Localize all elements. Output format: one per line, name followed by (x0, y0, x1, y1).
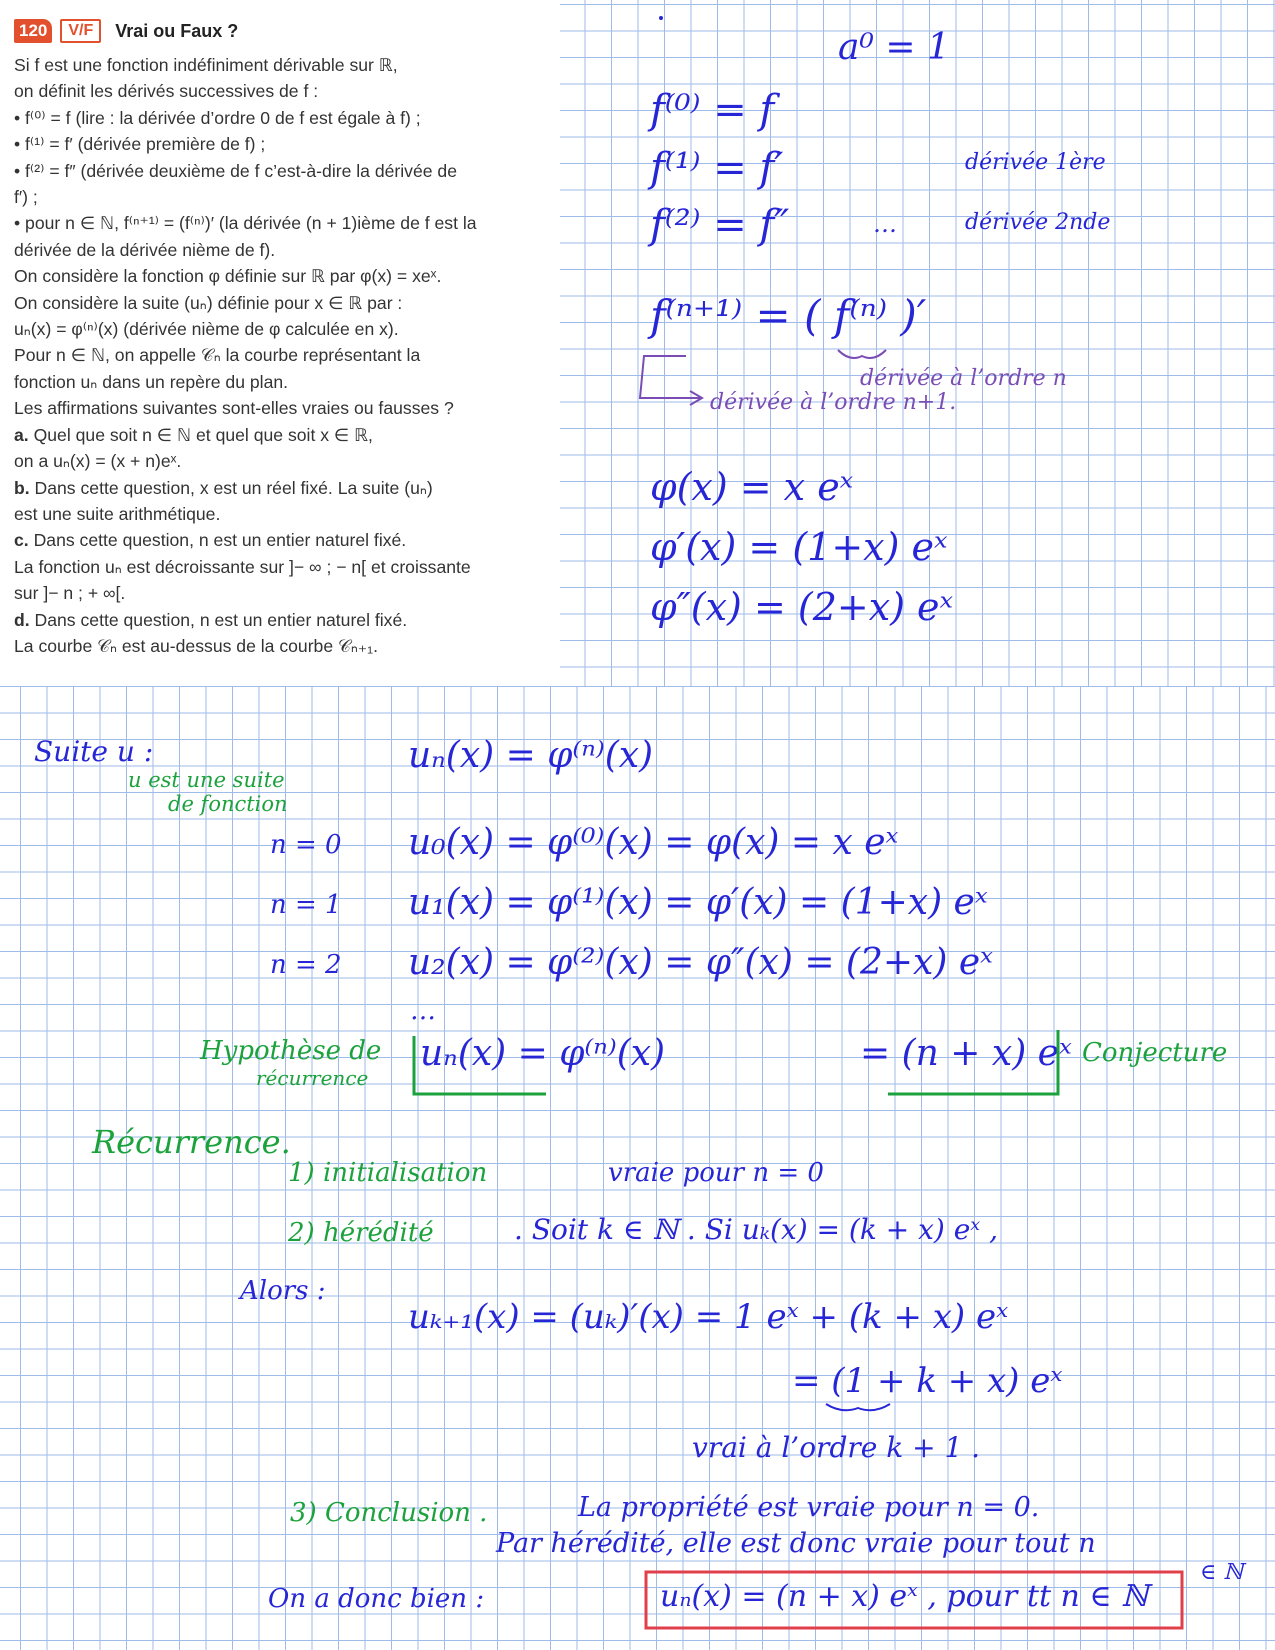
note-hyp-eq-left: uₙ(x) = φ⁽ⁿ⁾(x) (420, 1033, 666, 1074)
note-n2-eq: u₂(x) = φ⁽²⁾(x) = φ″(x) = (2+x) eˣ (408, 942, 993, 983)
exercise-line: Si f est une fonction indéfiniment dérivable sur ℝ, (14, 55, 398, 75)
exercise-number: 120 (14, 19, 52, 43)
note-suite-u-line1: u est une suite (128, 768, 285, 792)
true-false-badge: V/F (60, 19, 101, 43)
exercise-line: • f⁽¹⁾ = f′ (dérivée première de f) ; (14, 134, 266, 155)
note-f1-label: dérivée 1ère (965, 150, 1106, 175)
note-n0-label: n = 0 (270, 830, 342, 860)
question-text: La fonction uₙ est décroissante sur ]− ∞ ; − n[ et croissante (14, 556, 471, 577)
note-step3-text: La propriété est vraie pour n = 0. (578, 1492, 1040, 1523)
question-a (14, 422, 554, 448)
note-f2-dots: … (873, 210, 897, 238)
question-letter: c. (14, 530, 29, 551)
note-un-def: uₙ(x) = φ⁽ⁿ⁾(x) (408, 735, 654, 776)
note-n0-eq: u₀(x) = φ⁽⁰⁾(x) = φ(x) = x eˣ (408, 822, 899, 863)
note-suite-u: Suite u : (34, 735, 154, 768)
note-order-n: dérivée à l’ordre n (860, 366, 1067, 391)
exercise-header (14, 16, 238, 46)
exercise-line: • f⁽²⁾ = f″ (dérivée deuxième de f c’est-à-dire la dérivée de (14, 160, 457, 181)
note-step2-text: . Soit k ∈ ℕ . Si uₖ(x) = (k + x) eˣ , (514, 1213, 998, 1246)
exercise-body (14, 52, 554, 659)
note-alors: Alors : (240, 1276, 326, 1306)
note-step3-text2: Par hérédité, elle est donc vraie pour tout n (496, 1528, 1096, 1559)
note-vrai-ordre: vrai à l’ordre k + 1 . (692, 1431, 981, 1464)
note-step3-label: 3) Conclusion . (290, 1498, 488, 1528)
note-dots: … (410, 996, 436, 1026)
note-phi2: φ″(x) = (2+x) eˣ (650, 585, 954, 629)
note-step3-in-n: ∈ ℕ (1200, 1560, 1244, 1585)
note-on-a-donc: On a donc bien : (268, 1584, 485, 1614)
exercise-title: Vrai ou Faux ? (115, 20, 239, 41)
note-step2-label: 2) hérédité (288, 1218, 434, 1248)
question-text: Dans cette question, x est un réel fixé. La suite (uₙ) (34, 477, 433, 498)
note-f2: f⁽²⁾ = f″ (650, 202, 790, 248)
exercise-line: • f⁽⁰⁾ = f (lire : la dérivée d’ordre 0 de f est égale à f) ; (14, 107, 421, 128)
question-letter: a. (14, 424, 29, 445)
note-order-n1: dérivée à l’ordre n+1. (710, 390, 957, 415)
note-hyp-eq-right: = (n + x) eˣ (860, 1033, 1072, 1074)
note-f0: f⁽⁰⁾ = f (650, 87, 775, 133)
note-conjecture: Conjecture (1082, 1038, 1228, 1068)
exercise-line: dérivée de la dérivée nième de f). (14, 239, 276, 260)
exercise-line: Les affirmations suivantes sont-elles vraies ou fausses ? (14, 398, 454, 419)
question-letter: b. (14, 477, 30, 498)
note-hyp-label-2: récurrence (256, 1066, 369, 1090)
note-recurrence-title: Récurrence. (92, 1123, 291, 1161)
note-phi1: φ′(x) = (1+x) eˣ (650, 525, 948, 569)
note-step1-text: vraie pour n = 0 (608, 1158, 824, 1188)
exercise-line: • pour n ∈ ℕ, f⁽ⁿ⁺¹⁾ = (f⁽ⁿ⁾)′ (la dérivée (n + 1)ième de f est la (14, 213, 477, 234)
exercise-line: uₙ(x) = φ⁽ⁿ⁾(x) (dérivée nième de φ calculée en x). (14, 319, 399, 340)
exercise-line: On considère la fonction φ définie sur ℝ par φ(x) = xeˣ. (14, 266, 442, 287)
exercise-line: On considère la suite (uₙ) définie pour x ∈ ℝ par : (14, 292, 403, 313)
question-text: est une suite arithmétique. (14, 503, 221, 524)
exercise-line: f′) ; (14, 187, 38, 208)
note-suite-u-line2: de fonction (168, 792, 288, 816)
exercise-line: Pour n ∈ ℕ, on appelle 𝒞ₙ la courbe représentant la (14, 345, 421, 366)
question-text: Dans cette question, n est un entier naturel fixé. (34, 609, 408, 630)
question-b (14, 475, 554, 501)
question-letter: d. (14, 609, 30, 630)
question-text: Dans cette question, n est un entier naturel fixé. (33, 530, 407, 551)
question-text: sur ]− n ; + ∞[. (14, 583, 126, 604)
note-hyp-label-1: Hypothèse de (200, 1036, 382, 1066)
question-text: on a uₙ(x) = (x + n)eˣ. (14, 451, 182, 472)
question-c (14, 527, 554, 553)
note-n2-label: n = 2 (270, 950, 342, 980)
note-a0: a⁰ = 1 (838, 27, 950, 68)
note-n1-label: n = 1 (270, 890, 342, 920)
note-final-result: uₙ(x) = (n + x) eˣ , pour tt n ∈ ℕ (660, 1579, 1149, 1614)
question-text: Quel que soit n ∈ ℕ et quel que soit x ∈ ℝ, (33, 424, 373, 445)
note-phi0: φ(x) = x eˣ (650, 465, 854, 509)
note-uk1-eq: uₖ₊₁(x) = (uₖ)′(x) = 1 eˣ + (k + x) eˣ (408, 1297, 1009, 1337)
note-f2-label: dérivée 2nde (965, 210, 1111, 235)
exercise-line: on définit les dérivés successives de f : (14, 81, 319, 102)
note-step1-label: 1) initialisation (288, 1158, 488, 1188)
question-d (14, 607, 554, 633)
exercise-panel (0, 0, 560, 686)
note-n1-eq: u₁(x) = φ⁽¹⁾(x) = φ′(x) = (1+x) eˣ (408, 882, 988, 923)
note-fn1: f⁽ⁿ⁺¹⁾ = ( f⁽ⁿ⁾ )′ (650, 291, 927, 340)
question-text: La courbe 𝒞ₙ est au-dessus de la courbe 𝒞ₙ₊₁. (14, 635, 378, 656)
note-uk1-eq2: = (1 + k + x) eˣ (792, 1361, 1063, 1401)
exercise-line: fonction uₙ dans un repère du plan. (14, 371, 289, 392)
note-f1: f⁽¹⁾ = f′ (650, 145, 784, 191)
